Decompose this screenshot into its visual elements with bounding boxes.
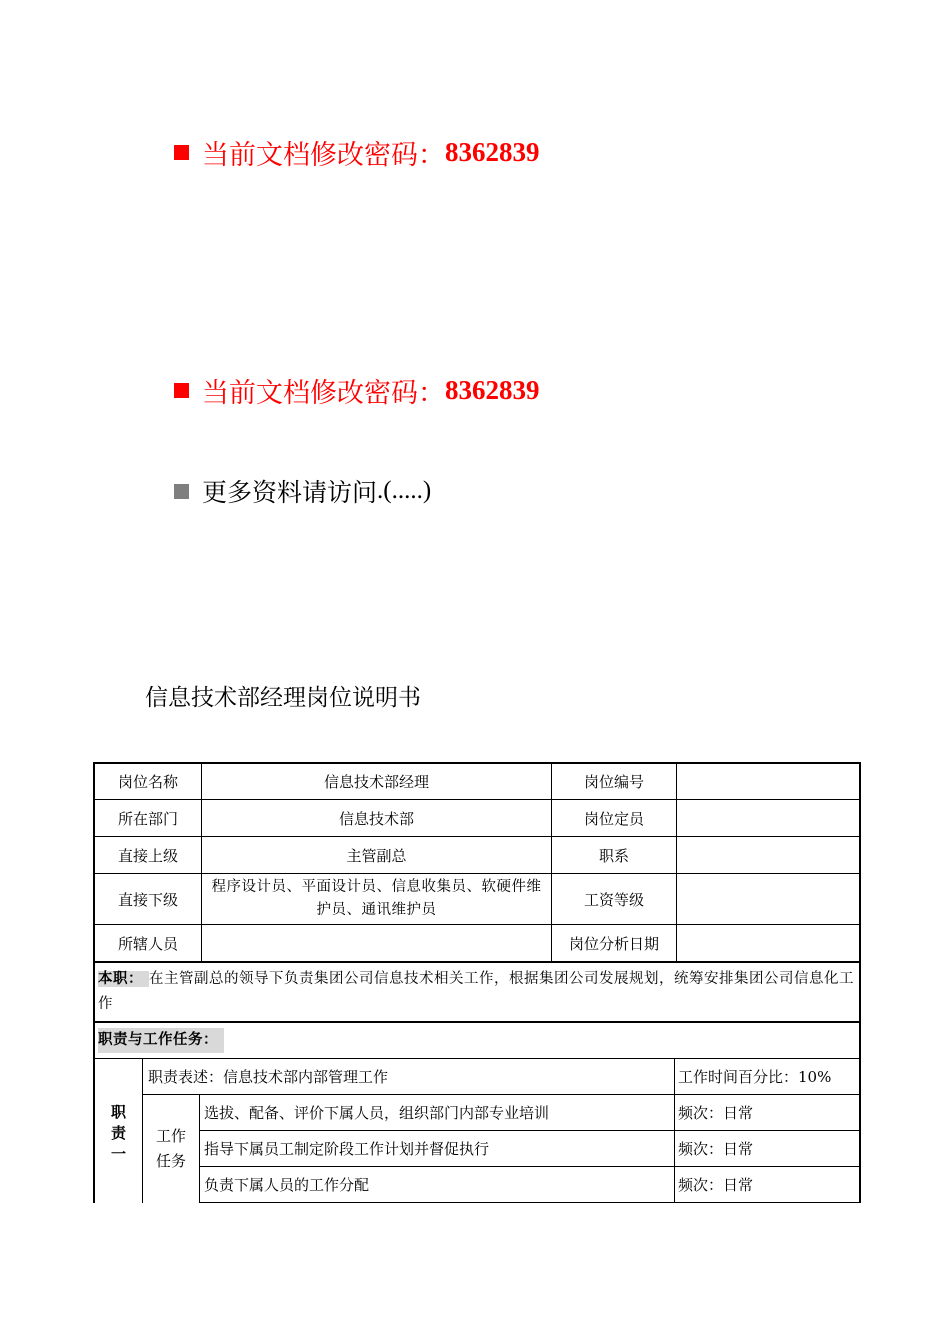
section-header [95,1023,859,1058]
task-frequency: 频次：日常 [678,1104,754,1122]
field-value [677,764,859,799]
red-square-bullet-icon [174,145,189,160]
field-label: 职系 [552,837,677,873]
duty-one-label-cell [95,1059,143,1203]
notice-text: 当前文档修改密码： [202,378,445,409]
duty-statement-row [143,1059,859,1095]
time-percentage: 工作时间百分比：10% [678,1068,832,1086]
more-info-link[interactable]: .(.....) [377,477,432,504]
field-label: 直接上级 [95,837,202,873]
main-duty-text: 在主管副总的领导下负责集团公司信息技术相关工作，根据集团公司发展规划，统筹安排集团公司信息化工作 [98,971,854,1012]
table-row [95,800,859,837]
field-value [677,800,859,836]
field-value: 信息技术部 [202,800,552,836]
field-label: 岗位名称 [95,764,202,799]
main-duty-label: 本职： [98,971,149,987]
task-label: 工作任务 [155,1127,186,1170]
field-label: 岗位编号 [552,764,677,799]
field-value [677,925,859,961]
duty-one-label: 职责一 [109,1103,127,1167]
field-value [677,837,859,873]
gray-square-bullet-icon [174,484,189,499]
task-frequency: 频次：日常 [678,1176,754,1194]
password-notice-2 [174,371,540,410]
field-label: 直接下级 [95,874,202,924]
duty-one-block [95,1059,859,1203]
task-frequency: 频次：日常 [678,1140,754,1158]
more-info-notice [174,473,431,509]
field-value: 程序设计员、平面设计员、信息收集员、软硬件维护员、通讯维护员 [202,874,552,924]
password-notice-1 [174,133,540,172]
field-label: 工资等级 [552,874,677,924]
task-text: 指导下属员工制定阶段工作计划并督促执行 [200,1131,675,1166]
red-square-bullet-icon [174,383,189,398]
task-text: 选拔、配备、评价下属人员，组织部门内部专业培训 [200,1095,675,1130]
task-group [143,1095,859,1203]
task-row [200,1167,859,1203]
table-row [95,874,859,925]
section-header-row [95,1023,859,1059]
task-list [200,1095,859,1203]
task-label-cell [143,1095,200,1203]
more-info-text: 更多资料请访问 [202,478,378,507]
duty-one-body [143,1059,859,1203]
section-header-label: 职责与工作任务： [98,1028,224,1053]
document-title: 信息技术部经理岗位说明书 [145,685,421,711]
table-row [95,837,859,874]
field-value [677,874,859,924]
field-value [202,925,552,961]
task-row [200,1131,859,1167]
duty-statement: 职责表述：信息技术部内部管理工作 [143,1059,675,1094]
table-row [95,764,859,800]
main-duty [95,963,859,1021]
field-value: 主管副总 [202,837,552,873]
table-row [95,925,859,963]
field-value: 信息技术部经理 [202,764,552,799]
field-label: 岗位定员 [552,800,677,836]
field-label: 岗位分析日期 [552,925,677,961]
task-text: 负责下属人员的工作分配 [200,1167,675,1202]
field-label: 所在部门 [95,800,202,836]
field-label: 所辖人员 [95,925,202,961]
task-row [200,1095,859,1131]
password-code: 8362839 [445,375,540,405]
main-duty-row [95,963,859,1023]
password-code: 8362839 [445,137,540,167]
job-description-table [93,762,861,1203]
notice-text: 当前文档修改密码： [202,140,445,171]
